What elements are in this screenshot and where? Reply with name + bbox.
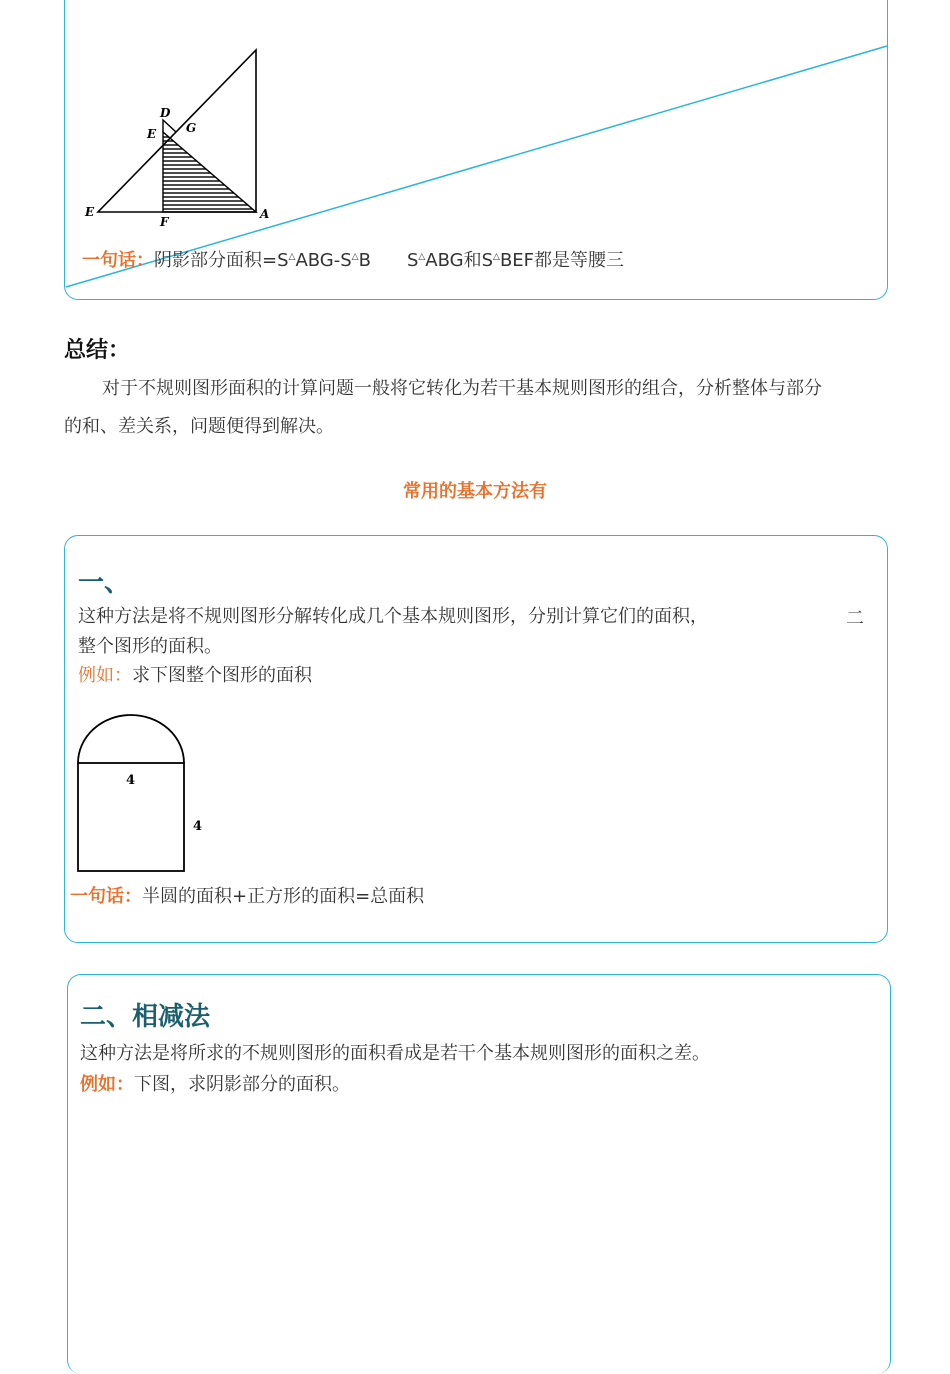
label-right-4: 4 [193, 819, 203, 834]
method-two-line-1: 这种方法是将所求的不规则图形的面积看成是若干个基本规则图形的面积之差。 [80, 1043, 710, 1064]
shaded-region [163, 132, 256, 212]
method-one-example: 例如：求下图整个图形的面积 [78, 665, 312, 686]
label-E-left: E [85, 205, 95, 219]
method-one-line-2: 整个图形的面积。 [78, 636, 222, 657]
label-G: G [186, 121, 197, 135]
method-one-one-sentence: 一句话：半圆的面积+正方形的面积=总面积 [70, 886, 425, 907]
label-A: A [260, 207, 270, 221]
one-sentence-label: 一句话： [82, 250, 154, 271]
method-one-line-1-right: 二 [846, 608, 864, 629]
one-sentence-label-2: 一句话： [70, 886, 142, 907]
method-one-line-1: 这种方法是将不规则图形分解转化成几个基本规则图形，分别计算它们的面积， [78, 606, 708, 627]
method-two-example: 例如：下图，求阴影部分的面积。 [80, 1074, 350, 1095]
method-two-card [67, 974, 891, 1374]
triangle-figure [80, 40, 290, 230]
summary-line-2: 的和、差关系，问题便得到解决。 [64, 416, 334, 437]
semicircle-square-figure [70, 705, 220, 880]
example-label: 例如： [78, 665, 132, 686]
common-methods-title: 常用的基本方法有 [403, 481, 547, 502]
method-one-heading: 一、 [78, 568, 131, 598]
label-E-upper: E [147, 127, 157, 141]
summary-title: 总结： [64, 338, 131, 363]
summary-line-1: 对于不规则图形面积的计算问题一般将它转化为若干基本规则图形的组合，分析整体与部分 [102, 378, 822, 399]
label-F: F [160, 215, 169, 229]
label-D: D [160, 106, 171, 120]
example-label-2: 例如： [80, 1074, 134, 1095]
box1-one-sentence: 一句话：阴影部分面积=S△ABG-S△B S△ABG和S△BEF都是等腰三 [82, 250, 625, 271]
label-top-4: 4 [126, 773, 136, 788]
method-two-heading: 二、相减法 [80, 1002, 211, 1032]
